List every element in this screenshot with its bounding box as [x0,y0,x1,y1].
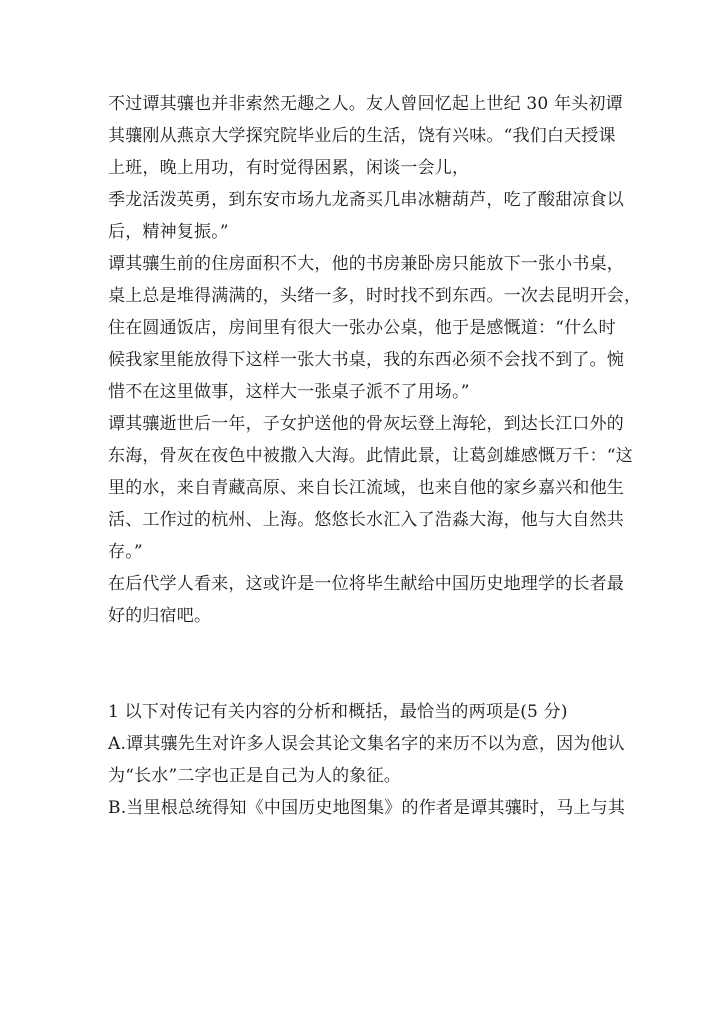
question-stem: 1 以下对传记有关内容的分析和概括，最恰当的两项是(5 分) [108,702,568,722]
passage-line: 活、工作过的杭州、上海。悠悠长水汇入了浩淼大海，他与大自然共 [108,510,624,530]
passage-line: 好的归宿吧。 [108,606,212,626]
option-b-line: B.当里根总统得知《中国历史地图集》的作者是谭其骧时，马上与其 [108,798,626,818]
passage-line: 住在圆通饭店，房间里有很大一张办公桌，他于是感慨道：“什么时 [108,318,616,338]
passage-line: 不过谭其骧也并非索然无趣之人。友人曾回忆起上世纪 30 年头初谭 [108,94,623,114]
passage-line: 里的水，来自青藏高原、来自长江流域，也来自他的家乡嘉兴和他生 [108,478,624,498]
section-gap [108,632,628,696]
document-page [108,88,642,824]
question-block [108,696,628,824]
option-a-line: A.谭其骧先生对许多人误会其论文集名字的来历不以为意，因为他认 [108,734,625,754]
passage-line: 其骧刚从燕京大学探究院毕业后的生活，饶有兴味。“我们白天授课 [108,126,616,146]
passage-line: 在后代学人看来，这或许是一位将毕生献给中国历史地理学的长者最 [108,574,624,594]
passage-line: 谭其骧生前的住房面积不大，他的书房兼卧房只能放下一张小书桌， [108,254,624,274]
passage-line: 候我家里能放得下这样一张大书桌，我的东西必须不会找不到了。惋 [108,350,624,370]
option-a-line: 为“长水”二字也正是自己为人的象征。 [108,766,401,786]
passage-line: 后，精神复振。” [108,222,229,242]
passage-line: 桌上总是堆得满满的，头绪一多，时时找不到东西。一次去昆明开会， [108,286,642,306]
passage-line: 季龙活泼英勇，到东安市场九龙斋买几串冰糖葫芦，吃了酸甜凉食以 [108,190,624,210]
passage-line: 上班，晚上用功，有时觉得困累，闲谈一会儿， [108,158,470,178]
passage-line: 谭其骧逝世后一年，子女护送他的骨灰坛登上海轮，到达长江口外的 [108,414,624,434]
passage-line: 存。” [108,542,143,562]
passage [108,88,642,632]
passage-line: 东海，骨灰在夜色中被撒入大海。此情此景，让葛剑雄感慨万千：“这 [108,446,633,466]
passage-line: 惜不在这里做事，这样大一张桌子派不了用场。” [108,382,470,402]
